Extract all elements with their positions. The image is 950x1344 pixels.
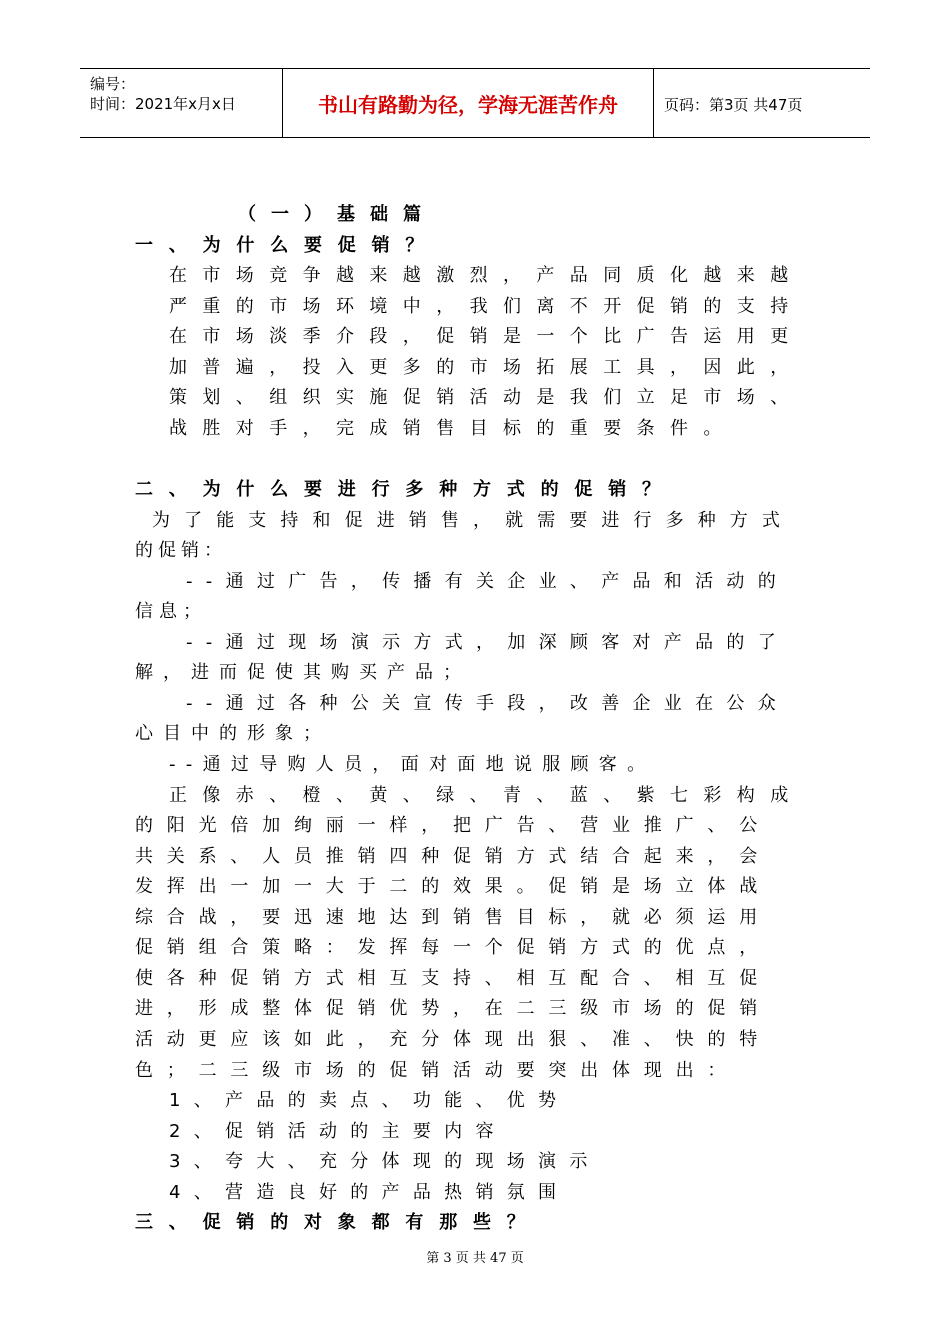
list-line: --通过现场演示方式，加深顾客对产品的了 [186, 632, 789, 653]
paragraph-line: 使各种促销方式相互支持、相互配合、相互促 [135, 968, 771, 989]
page-footer: 第 3 页 共 47 页 [426, 1251, 524, 1266]
paragraph-line: 共关系、人员推销四种促销方式结合起来，会 [135, 846, 771, 867]
paragraph-line: 活动更应该如此，充分体现出狠、准、快的特 [135, 1029, 771, 1050]
paragraph-line: 色；二三级市场的促销活动要突出体现出： [135, 1060, 740, 1081]
list-line: 心目中的形象； [135, 723, 331, 744]
heading-2: 二、为什么要进行多种方式的促销？ [135, 479, 676, 500]
paragraph-line: 严重的市场环境中，我们离不开促销的支持 [169, 296, 804, 317]
list-line: 解，进而促使其购买产品； [135, 662, 471, 683]
paragraph-line: 在市场竞争越来越激烈，产品同质化越来越 [169, 265, 804, 286]
list-line: 信息； [135, 601, 207, 622]
paragraph-line: 发挥出一加一大于二的效果。促销是场立体战 [135, 876, 771, 897]
paragraph-line: 为了能支持和促进销售，就需要进行多种方式 [152, 510, 794, 531]
paragraph-line: 的阳光倍加绚丽一样，把广告、营业推广、公 [135, 815, 771, 836]
paragraph-line: 策划、组织实施促销活动是我们立足市场、 [169, 387, 804, 408]
numbered-item: 1、产品的卖点、功能、优势 [169, 1090, 570, 1111]
paragraph-line: 加普遍，投入更多的市场拓展工具，因此， [169, 357, 804, 378]
page-info: 页码：第3页 共47页 [664, 96, 803, 114]
paragraph-line: 正像赤、橙、黄、绿、青、蓝、紫七彩构成 [169, 785, 804, 806]
paragraph-line: 促销组合策略：发挥每一个促销方式的优点， [135, 937, 771, 958]
heading-3: 三、促销的对象都有那些？ [135, 1212, 541, 1233]
numbered-item: 2、促销活动的主要内容 [169, 1121, 507, 1142]
paragraph-line: 在市场淡季介段，促销是一个比广告运用更 [169, 326, 804, 347]
paragraph-line: 战胜对手，完成销售目标的重要条件。 [169, 418, 737, 439]
heading-1: 一、为什么要促销？ [135, 235, 440, 256]
paragraph-line: 进，形成整体促销优势，在二三级市场的促销 [135, 998, 771, 1019]
list-line: --通过导购人员，面对面地说服顾客。 [169, 754, 656, 775]
date-label: 时间：2021年x月x日 [90, 95, 236, 113]
list-line: --通过广告，传播有关企业、产品和活动的 [186, 571, 789, 592]
code-label: 编号： [90, 75, 136, 93]
paragraph-line: 的促销： [135, 540, 227, 561]
list-line: --通过各种公关宣传手段，改善企业在公众 [186, 693, 789, 714]
numbered-item: 4、营造良好的产品热销氛围 [169, 1182, 570, 1203]
section-title: （一）基础篇 [238, 204, 436, 225]
paragraph-line: 综合战，要迅速地达到销售目标，就必须运用 [135, 907, 771, 928]
motto-text: 书山有路勤为径，学海无涯苦作舟 [318, 93, 618, 117]
numbered-item: 3、夸大、充分体现的现场演示 [169, 1151, 601, 1172]
